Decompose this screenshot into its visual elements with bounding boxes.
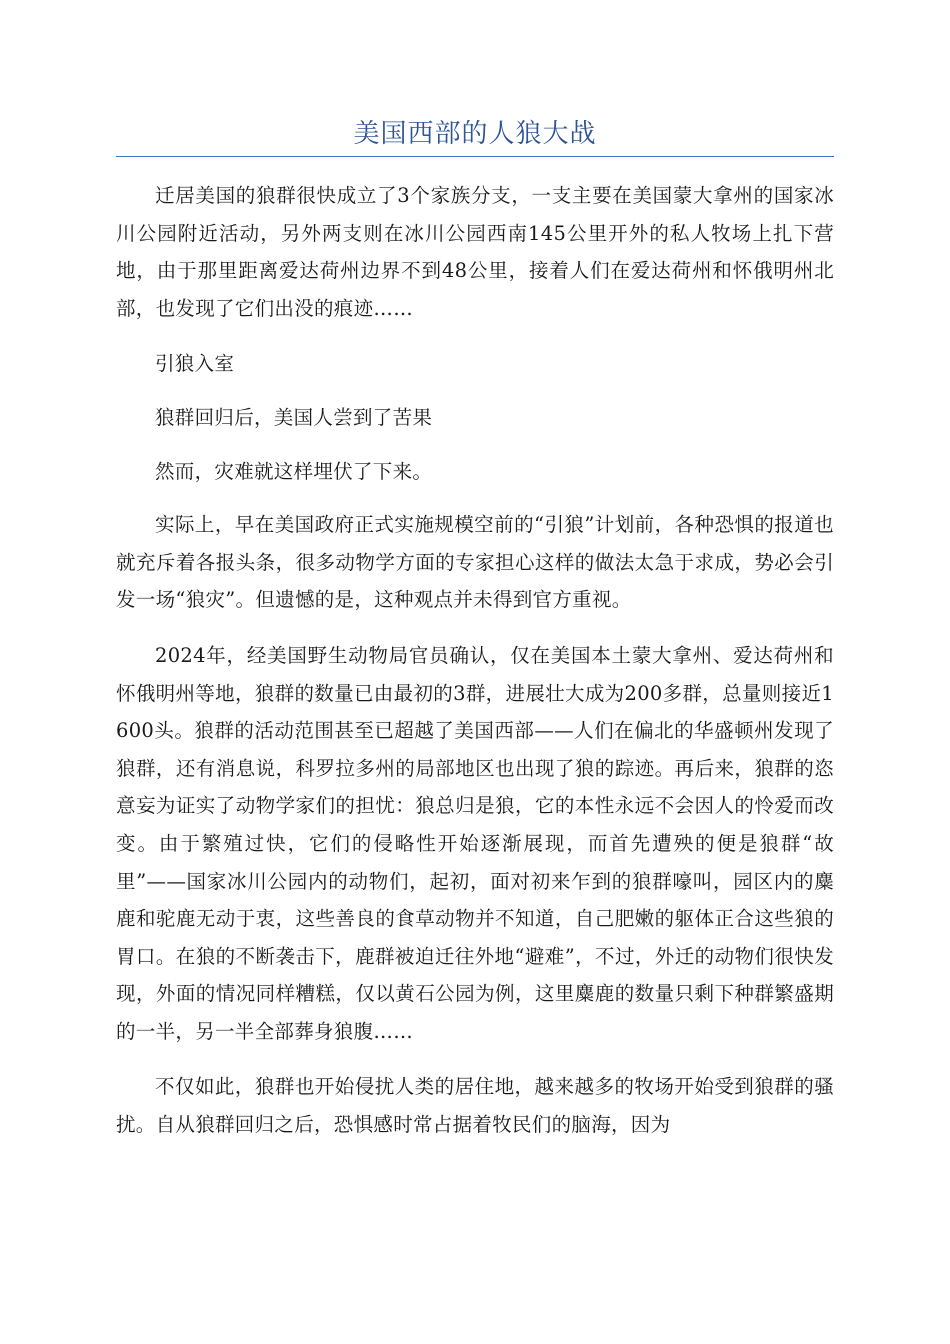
- paragraph: 2024年，经美国野生动物局官员确认，仅在美国本土蒙大拿州、爱达荷州和怀俄明州等地，狼群的数量已由最初的3群，进展壮大成为200多群，总量则接近1600头。狼群的活动范围甚至已超越了美国西部——人们在偏北的华盛顿州发现了狼群，还有消息说，科罗拉多州的局部地区也出现了狼的踪迹。再后来，狼群的恣意妄为证实了动物学家们的担忧：狼总归是狼，它的本性永远不会因人的怜爱而改变。由于繁殖过快，它们的侵略性开始逐渐展现，而首先遭殃的便是狼群“故里”——国家冰川公园内的动物们，起初，面对初来乍到的狼群嚎叫，园区内的麋鹿和驼鹿无动于衷，这些善良的食草动物并不知道，自己肥嫩的躯体正合这些狼的胃口。在狼的不断袭击下，鹿群被迫迁往外地“避难”，不过，外迁的动物们很快发现，外面的情况同样糟糕，仅以黄石公园为例，这里麋鹿的数量只剩下种群繁盛期的一半，另一半全部葬身狼腹……: [116, 643, 834, 1043]
- paragraph: 然而，灾难就这样埋伏了下来。: [155, 459, 433, 483]
- document-title: 美国西部的人狼大战: [353, 119, 597, 149]
- document-page: [116, 0, 834, 1162]
- title-underline: [116, 156, 834, 157]
- paragraph: 不仅如此，狼群也开始侵扰人类的居住地，越来越多的牧场开始受到狼群的骚扰。自从狼群回归之后，恐惧感时常占据着牧民们的脑海，因为: [116, 1075, 834, 1137]
- paragraph: 实际上，早在美国政府正式实施规模空前的“引狼”计划前，各种恐惧的报道也就充斥着各报头条，很多动物学方面的专家担心这样的做法太急于求成，势必会引发一场“狼灾”。但遗憾的是，这种观点并未得到官方重视。: [116, 513, 834, 612]
- document-body: [116, 177, 834, 1144]
- paragraph: 迁居美国的狼群很快成立了3个家族分支，一支主要在美国蒙大拿州的国家冰川公园附近活动，另外两支则在冰川公园西南145公里开外的私人牧场上扎下营地，由于那里距离爱达荷州边界不到48公里，接着人们在爱达荷州和怀俄明州北部，也发现了它们出没的痕迹……: [116, 184, 834, 320]
- section-subheading: 狼群回归后，美国人尝到了苦果: [155, 405, 433, 429]
- section-heading: 引狼入室: [155, 352, 235, 376]
